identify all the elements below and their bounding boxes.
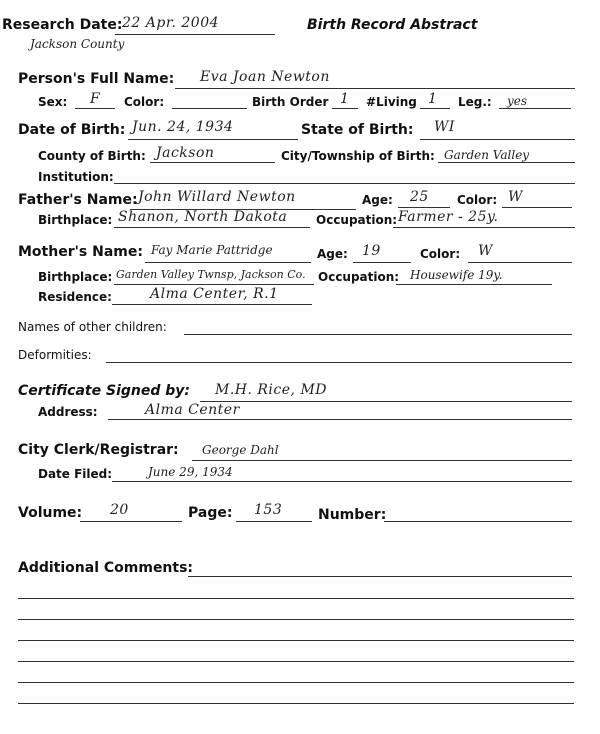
comment-line	[18, 682, 574, 683]
number-label: Number:	[318, 507, 387, 523]
father-age-line	[398, 207, 450, 208]
additional-comments-line	[188, 576, 572, 577]
volume-line	[80, 521, 182, 522]
date-filed-line	[112, 481, 572, 482]
certificate-address-label: Address:	[38, 405, 98, 419]
residence-line	[112, 304, 312, 305]
fathers-name-value: John Willard Newton	[138, 189, 296, 205]
father-birthplace-label: Birthplace:	[38, 213, 113, 227]
certificate-address-line	[108, 419, 572, 420]
living-value: 1	[428, 91, 438, 107]
research-date-label: Research Date:	[2, 17, 123, 33]
sex-line	[75, 108, 115, 109]
birth-order-label: Birth Order	[252, 95, 329, 109]
sex-label: Sex:	[38, 95, 68, 109]
mother-occupation-value: Housewife 19y.	[410, 268, 503, 282]
page-value: 153	[254, 502, 283, 518]
date-of-birth-value: Jun. 24, 1934	[132, 119, 234, 135]
living-label: #Living	[366, 95, 417, 109]
residence-label: Residence:	[38, 290, 112, 304]
father-color-label: Color:	[457, 193, 498, 207]
sex-value: F	[90, 91, 101, 107]
form-title: Birth Record Abstract	[307, 17, 478, 33]
persons-full-name-label: Person's Full Name:	[18, 71, 175, 87]
mother-color-value: W	[478, 243, 493, 259]
mother-occupation-line	[396, 284, 552, 285]
mothers-name-line	[145, 262, 311, 263]
registrar-value: George Dahl	[202, 443, 279, 457]
date-filed-label: Date Filed:	[38, 467, 113, 481]
mother-occupation-label: Occupation:	[318, 270, 400, 284]
registrar-line	[192, 460, 572, 461]
mothers-name-value: Fay Marie Pattridge	[151, 243, 273, 257]
certificate-signed-value: M.H. Rice, MD	[215, 382, 327, 398]
state-of-birth-line	[420, 139, 575, 140]
father-color-value: W	[508, 189, 523, 205]
research-date-value: 22 Apr. 2004	[122, 15, 220, 31]
city-township-value: Garden Valley	[444, 148, 530, 162]
state-of-birth-value: WI	[434, 119, 455, 135]
mother-birthplace-value: Garden Valley Twnsp, Jackson Co.	[116, 268, 306, 281]
father-occupation-line	[393, 227, 575, 228]
county-of-birth-line	[150, 162, 275, 163]
date-of-birth-label: Date of Birth:	[18, 122, 126, 138]
volume-value: 20	[110, 502, 129, 518]
registrar-label: City Clerk/Registrar:	[18, 442, 179, 458]
father-age-label: Age:	[362, 193, 393, 207]
full-name-line	[175, 88, 575, 89]
birth-order-value: 1	[340, 91, 350, 107]
certificate-signed-label: Certificate Signed by:	[18, 383, 190, 399]
color-line	[172, 108, 247, 109]
mother-birthplace-line	[114, 284, 314, 285]
father-occupation-label: Occupation:	[316, 213, 398, 227]
mothers-name-label: Mother's Name:	[18, 244, 143, 260]
state-of-birth-label: State of Birth:	[301, 122, 414, 138]
fathers-name-label: Father's Name:	[18, 192, 138, 208]
institution-label: Institution:	[38, 170, 114, 184]
comment-line	[18, 661, 574, 662]
certificate-address-value: Alma Center	[145, 402, 240, 418]
legitimate-label: Leg.:	[458, 95, 492, 109]
other-children-line	[184, 334, 572, 335]
living-line	[420, 108, 450, 109]
deformities-label: Deformities:	[18, 348, 92, 362]
mother-age-label: Age:	[317, 247, 348, 261]
father-age-value: 25	[410, 189, 429, 205]
comment-line	[18, 598, 574, 599]
volume-label: Volume:	[18, 505, 83, 521]
mother-color-label: Color:	[420, 247, 461, 261]
page-label: Page:	[188, 505, 233, 521]
date-of-birth-line	[128, 139, 298, 140]
full-name-value: Eva Joan Newton	[200, 69, 330, 85]
father-occupation-value: Farmer - 25y.	[398, 209, 499, 225]
comment-line	[18, 640, 574, 641]
legitimate-value: yes	[507, 94, 528, 108]
father-color-line	[502, 207, 572, 208]
certificate-signed-line	[200, 401, 572, 402]
mother-color-line	[468, 262, 572, 263]
birth-order-line	[332, 108, 358, 109]
comment-line	[18, 619, 574, 620]
additional-comments-label: Additional Comments:	[18, 560, 194, 576]
father-birthplace-line	[114, 227, 310, 228]
mother-age-value: 19	[362, 243, 381, 259]
city-township-label: City/Township of Birth:	[281, 149, 435, 163]
color-label: Color:	[124, 95, 165, 109]
page-line	[236, 521, 312, 522]
institution-line	[114, 183, 575, 184]
county-of-birth-label: County of Birth:	[38, 149, 146, 163]
other-children-label: Names of other children:	[18, 320, 167, 334]
deformities-line	[106, 362, 572, 363]
county-of-birth-value: Jackson	[156, 145, 215, 161]
research-date-line	[115, 34, 275, 35]
research-location-value: Jackson County	[30, 37, 125, 51]
mother-birthplace-label: Birthplace:	[38, 270, 113, 284]
residence-value: Alma Center, R.1	[150, 286, 279, 302]
father-birthplace-value: Shanon, North Dakota	[118, 209, 288, 225]
comment-line	[18, 703, 574, 704]
mother-age-line	[353, 262, 411, 263]
number-line	[384, 521, 572, 522]
date-filed-value: June 29, 1934	[148, 465, 233, 479]
